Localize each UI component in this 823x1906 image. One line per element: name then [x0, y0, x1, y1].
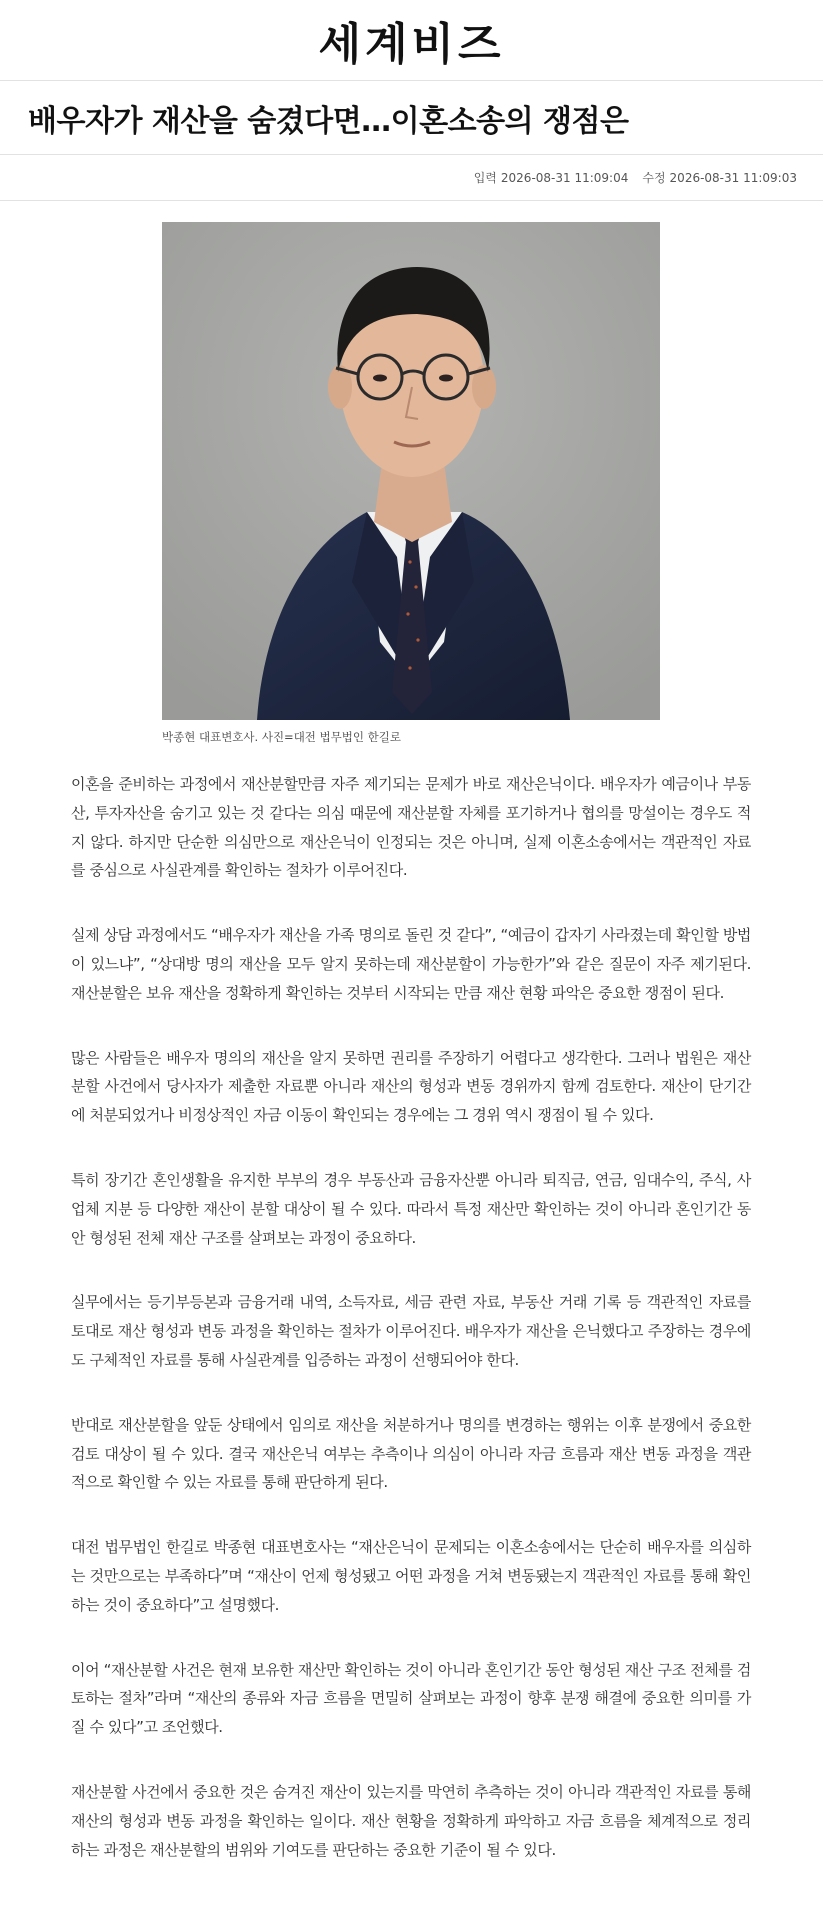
published-info [474, 169, 629, 186]
article-paragraph: 재산분할 사건에서 중요한 것은 숨겨진 재산이 있는지를 막연히 추측하는 것이 아니라 객관적인 자료를 통해 재산의 형성과 변동 과정을 확인하는 일이다. 재산 현황을 정확하게 파악하고 자금 흐름을 체계적으로 정리하는 과정은 재산분할의 범위와 기여도를 판단하는 중요한 기준이 될 수 있다. [71, 1782, 751, 1859]
article-paragraph: 반대로 재산분할을 앞둔 상태에서 임의로 재산을 처분하거나 명의를 변경하는 행위는 이후 분쟁에서 중요한 검토 대상이 될 수 있다. 결국 재산은닉 여부는 추측이나 의심이 아니라 자금 흐름과 재산 변동 과정을 객관적으로 확인할 수 있는 자료를 통해 판단하게 된다. [71, 1415, 751, 1492]
article-paragraph: 특히 장기간 혼인생활을 유지한 부부의 경우 부동산과 금융자산뿐 아니라 퇴직금, 연금, 임대수익, 주식, 사업체 지분 등 다양한 재산이 분할 대상이 될 수 있다. 따라서 특정 재산만 확인하는 것이 아니라 혼인기간 동안 형성된 전체 재산 구조를 살펴보는 과정이 중요하다. [71, 1170, 751, 1247]
site-header [0, 0, 823, 81]
article-paragraph: 실무에서는 등기부등본과 금융거래 내역, 소득자료, 세금 관련 자료, 부동산 거래 기록 등 객관적인 자료를 토대로 재산 형성과 변동 과정을 확인하는 절차가 이루어진다. 배우자가 재산을 은닉했다고 주장하는 경우에도 구체적인 자료를 통해 사실관계를 입증하는 과정이 선행되어야 한다. [71, 1293, 751, 1369]
article-paragraph: 많은 사람들은 배우자 명의의 재산을 알지 못하면 권리를 주장하기 어렵다고 생각한다. 그러나 법원은 재산분할 사건에서 당사자가 제출한 자료뿐 아니라 재산의 형성과 변동 경위까지 함께 검토한다. 재산이 단기간에 처분되었거나 비정상적인 자금 이동이 확인되는 경우에는 그 경위 역시 쟁점이 될 수 있다. [71, 1048, 751, 1125]
portrait-photo [162, 222, 660, 720]
published-timestamp: 2026-08-31 11:09:04 [500, 171, 629, 185]
article-paragraph: 대전 법무법인 한길로 박종현 대표변호사는 “재산은닉이 문제되는 이혼소송에서는 단순히 배우자를 의심하는 것만으로는 부족하다”며 “재산이 언제 형성됐고 어떤 과정을 거쳐 변동됐는지 객관적인 자료를 통해 확인하는 것이 중요하다”고 설명했다. [71, 1538, 751, 1614]
modified-info [642, 169, 797, 186]
article-paragraph: 이혼을 준비하는 과정에서 재산분할만큼 자주 제기되는 문제가 바로 재산은닉이다. 배우자가 예금이나 부동산, 투자자산을 숨기고 있는 것 같다는 의심 때문에 재산분할 자체를 포기하거나 협의를 망설이는 경우도 적지 않다. 하지만 단순한 의심만으로 재산은닉이 인정되는 것은 아니며, 실제 이혼소송에서는 객관적인 자료를 중심으로 사실관계를 확인하는 절차가 이루어진다. [71, 775, 751, 880]
site-logo[interactable]: 세계비즈 [318, 19, 505, 70]
article-body [71, 770, 751, 1900]
article-figure [162, 222, 660, 745]
modified-timestamp: 2026-08-31 11:09:03 [669, 171, 797, 185]
article-meta [0, 155, 823, 201]
article-headline: 배우자가 재산을 숨겼다면…이혼소송의 쟁점은 [28, 103, 629, 139]
article-paragraph: 이어 “재산분할 사건은 현재 보유한 재산만 확인하는 것이 아니라 혼인기간 동안 형성된 재산 구조 전체를 검토하는 절차”라며 “재산의 종류와 자금 흐름을 면밀히 살펴보는 과정이 향후 분쟁 해결에 중요한 의미를 가질 수 있다”고 조언했다. [71, 1660, 751, 1737]
published-label: 입력 [473, 171, 497, 185]
article-paragraph: 실제 상담 과정에서도 “배우자가 재산을 가족 명의로 돌린 것 같다”, “예금이 갑자기 사라졌는데 확인할 방법이 있느냐”, “상대방 명의 재산을 모두 알지 못하는데 재산분할이 가능한가”와 같은 질문이 자주 제기된다. 재산분할은 보유 재산을 정확하게 확인하는 것부터 시작되는 만큼 재산 현황 파악은 중요한 쟁점이 된다. [71, 926, 751, 1002]
modified-label: 수정 [642, 171, 666, 185]
photo-caption: 박종현 대표변호사. 사진=대전 법무법인 한길로 [162, 730, 401, 744]
headline-bar [0, 81, 823, 155]
